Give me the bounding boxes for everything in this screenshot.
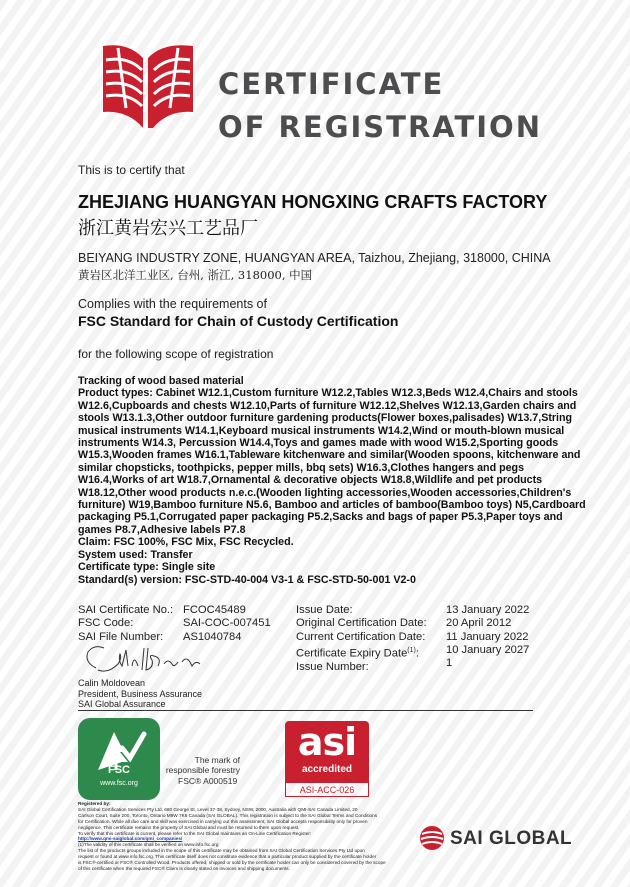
label-issue-date: Issue Date:	[296, 604, 353, 616]
asi-accreditation-code: ASI-ACC-026	[285, 783, 369, 797]
signatory-block	[78, 678, 202, 710]
compliance-intro: Complies with the requirements of	[78, 297, 267, 311]
value-sai-file-number: AS1040784	[183, 630, 242, 643]
details-values-right	[446, 604, 529, 670]
fsc-logo	[78, 718, 160, 800]
certify-intro: This is to certify that	[78, 163, 185, 177]
scope-intro: for the following scope of registration	[78, 347, 274, 361]
details-labels-left	[78, 604, 173, 644]
label-fsc-code: FSC Code:	[78, 617, 134, 630]
certificate-title-line2: OF REGISTRATION	[218, 110, 542, 144]
scope-standards: Standard(s) version: FSC-STD-40-004 V3-1 & FSC-STD-50-001 V2-0	[78, 573, 416, 586]
fine-print-line: of this certificate when the required FSC® Claim is clearly stated on invoices and shipping documents.	[78, 865, 290, 871]
scope-of-registration	[78, 375, 590, 586]
details-values-left	[183, 604, 271, 644]
expiry-superscript: (1)	[407, 646, 416, 654]
signature-divider	[78, 710, 533, 711]
label-sai-file-number: SAI File Number:	[78, 630, 164, 643]
scope-product-types: Product types: Cabinet W12.1,Custom furniture W12.2,Tables W12.3,Beds W12.4,Chairs and stools W12.6,Cupboards and chests W12.10,Parts of furniture W12.12,Shelves W12.13,Garden chairs and stools W13.1.3,Other outdoor furniture gardening products(Flower boxes,palisades) W13.7,String musical instruments W14.1,Keyboard musical instruments W14.2,Wind or mouth-blown musical instruments W14.3, Percussion W14.4,Toys and games made with wood W15.2,Sporting goods W15.3,Wooden frames W16.1,Tableware kitchenware and similar(Wooden spoons, kitchenware and similar chopsticks, toothpicks, pepper mills, bbq sets) W16.3,Clothes hangers and pegs W16.4,Works of art W18.7,Ornamental & decorative objects W18.8,Wildlife and pet products W18.12,Other wood products n.e.c.(Wooden lighting accessories,Wooden accessories,Children's furniture) W19,Bamboo furniture N5.6, Bamboo and articles of bamboo(Bamboo toys) N5,Cardboard packaging P5.1,Corrugated paper packaging P5.2,Sacks and bags of paper P5.3,Paper toys and games P8.7,Adhesive labels P7.8	[78, 387, 586, 536]
fine-print	[78, 801, 423, 872]
company-name-en: ZHEJIANG HUANGYAN HONGXING CRAFTS FACTORY	[78, 192, 548, 212]
label-issue-number: Issue Number:	[296, 660, 369, 673]
fine-print-line: (1)The validity of this certificate shall be verified on www.info.fsc.org	[78, 842, 219, 848]
fine-print-line: negligence. This certificate remains the property of SAI Global and must be returned to them upon request.	[78, 824, 300, 830]
scope-claim: Claim: FSC 100%, FSC Mix, FSC Recycled.	[78, 536, 294, 549]
fine-print-line: for Certification. While all due care and skill was exercised in carrying out this assessment, SAI Global accepts responsibility only for proven	[78, 818, 368, 824]
scope-cert-type: Certificate type: Single site	[78, 561, 216, 574]
fine-print-line: To verify that this certificate is current, please refer to the SAI Global maintains an On-Line Certification Register:	[78, 830, 312, 836]
fine-print-line: SAI Global Certification Services Pty Ltd, 680 George St, Level 37-38, Sydney, NSW, 2000, Australia with QMI-SAI Canada Limited, 20	[78, 806, 358, 812]
asi-accredited-text: accredited	[301, 764, 353, 775]
label-current-cert-date: Current Certification Date:	[296, 630, 426, 643]
signatory-name: Calin Moldovean	[78, 678, 146, 688]
fine-print-line: request or found at www.info.fsc.org. This certificate itself does not constitute evidence that a particular product supplied by the certificate holder	[78, 854, 377, 860]
company-name-zh: 浙江黄岩宏兴工艺品厂	[78, 218, 258, 239]
label-sai-certificate: SAI Certificate No.:	[78, 604, 174, 616]
fsc-tagline-line1: The mark of	[194, 755, 240, 765]
details-labels-right	[296, 604, 427, 674]
registered-by: Registered by:	[78, 801, 111, 806]
certificate-title-line1: CERTIFICATE	[218, 67, 445, 101]
fsc-tagline	[155, 755, 240, 775]
scope-system: System used: Transfer	[78, 548, 193, 561]
company-address-zh: 黄岩区北洋工业区, 台州, 浙江, 318000, 中国	[78, 268, 313, 282]
value-issue-date: 13 January 2022	[446, 604, 530, 616]
label-original-cert-date: Original Certification Date:	[296, 617, 427, 630]
value-issue-number: 1	[446, 657, 453, 670]
scope-heading: Tracking of wood based material	[78, 375, 244, 387]
company-address-en: BEIYANG INDUSTRY ZONE, HUANGYAN AREA, Taizhou, Zhejiang, 318000, CHINA	[78, 251, 551, 265]
value-sai-certificate: FCOC45489	[183, 604, 246, 616]
value-current-cert-date: 11 January 2022	[446, 630, 529, 643]
signatory-title: President, Business Assurance	[78, 688, 203, 699]
sai-wave-logo-icon	[98, 38, 198, 138]
label-expiry-text: Certificate Expiry Date	[296, 647, 408, 660]
register-link[interactable]: http://www.qmi-saiglobal.com/qmi_companies/	[78, 836, 183, 842]
fsc-url: www.fsc.org	[100, 780, 138, 787]
fsc-licence-code: FSC® A000519	[178, 776, 238, 786]
label-expiry-date: Certificate Expiry Date$^{(1)}$:	[296, 646, 419, 660]
signature-image	[78, 640, 218, 680]
value-fsc-code: SAI-COC-007451	[183, 617, 271, 630]
fine-print-line: is FSC®-certified or FSC® Controlled Wood. Products offered, shipped or sold by the certificate holder can only be considered covered by the scope	[78, 860, 386, 866]
sai-global-wordmark: SAI GLOBAL	[450, 828, 573, 849]
signatory-org: SAI Global Assurance	[78, 699, 166, 709]
fine-print-line: Carlson Court, Suite 200, Toronto, Ontario M9W 7K6 Canada (SAI GLOBAL). This registration is subject to the SAI Global Terms and Conditions	[78, 812, 378, 818]
value-expiry-date: 10 January 2027	[446, 643, 530, 656]
asi-mark-text: asi	[297, 720, 357, 764]
standard-name: FSC Standard for Chain of Custody Certification	[78, 313, 399, 329]
fine-print-line: The list of the products groups included in the scope of this certificate may be obtained from SAI Global Certification Services Pty Ltd upon	[78, 848, 365, 854]
fsc-label: FSC	[108, 764, 130, 776]
fsc-tagline-line2: responsible forestry	[165, 765, 240, 775]
fsc-tree-check-icon	[78, 718, 160, 800]
value-original-cert-date: 20 April 2012	[446, 617, 512, 630]
sai-globe-icon	[418, 824, 446, 852]
